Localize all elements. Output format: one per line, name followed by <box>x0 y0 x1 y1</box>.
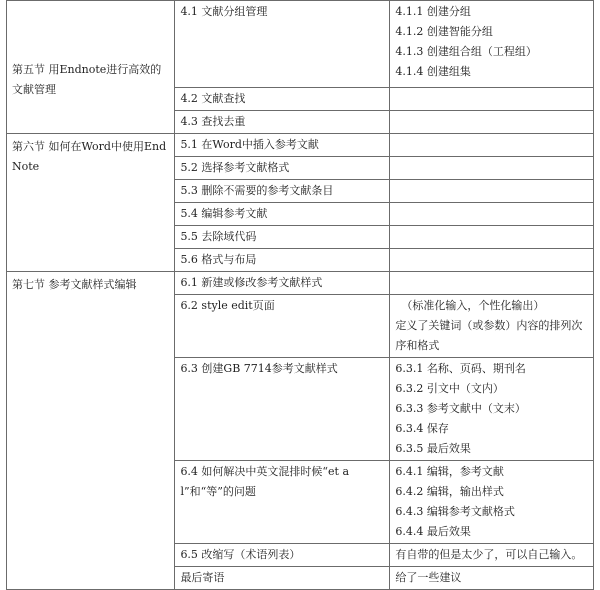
topic-cell <box>175 111 390 134</box>
topic-text: 5.3 删除不需要的参考文献条目 <box>180 184 334 197</box>
detail-cell <box>390 88 594 111</box>
detail-text: 6.3.3 参考文献中（文末） <box>395 402 526 415</box>
detail-cell <box>390 134 594 157</box>
detail-cell <box>390 272 594 295</box>
detail-cell <box>390 157 594 180</box>
outline-table-body <box>7 1 594 590</box>
topic-cell <box>175 1 390 88</box>
detail-cell <box>390 295 594 358</box>
table-row <box>7 134 594 157</box>
detail-text: 4.1.4 创建组集 <box>395 65 471 78</box>
topic-cell <box>175 272 390 295</box>
section-title: 第六节 如何在Word中使用EndNote <box>12 140 167 173</box>
topic-cell <box>175 249 390 272</box>
section-title: 第五节 用Endnote进行高效的文献管理 <box>12 62 162 96</box>
table-row <box>7 1 594 88</box>
topic-text: 5.2 选择参考文献格式 <box>180 161 290 174</box>
detail-cell <box>390 544 594 567</box>
topic-text: 4.1 文献分组管理 <box>180 5 268 18</box>
section-title: 第七节 参考文献样式编辑 <box>12 278 137 291</box>
detail-cell <box>390 249 594 272</box>
section-cell <box>7 134 175 272</box>
topic-cell <box>175 295 390 358</box>
topic-text: 最后寄语 <box>180 571 225 584</box>
detail-text: 4.1.1 创建分组 <box>395 5 471 18</box>
detail-text: 定义了关键词（或参数）内容的排列次序和格式 <box>395 319 583 352</box>
topic-cell <box>175 544 390 567</box>
topic-cell <box>175 203 390 226</box>
topic-cell <box>175 180 390 203</box>
detail-cell <box>390 1 594 88</box>
table-row <box>7 272 594 295</box>
detail-cell <box>390 180 594 203</box>
detail-text: 6.3.2 引文中（文内） <box>395 382 504 395</box>
detail-cell <box>390 358 594 461</box>
topic-cell <box>175 134 390 157</box>
topic-text: 6.4 如何解决中英文混排时候“et al”和“等”的问题 <box>180 465 350 498</box>
section-cell <box>7 1 175 134</box>
detail-text: 6.3.5 最后效果 <box>395 442 471 455</box>
detail-text: 有自带的但是太少了，可以自己输入。 <box>395 548 583 561</box>
detail-cell <box>390 111 594 134</box>
detail-text: 6.4.1 编辑，参考文献 <box>395 465 504 478</box>
topic-text: 6.1 新建或修改参考文献样式 <box>180 276 323 289</box>
detail-text: （标准化输入，个性化输出） <box>401 299 545 312</box>
topic-cell <box>175 88 390 111</box>
detail-text: 6.3.1 名称、页码、期刊名 <box>395 362 526 375</box>
topic-text: 5.1 在Word中插入参考文献 <box>180 138 319 151</box>
topic-text: 6.3 创建GB 7714参考文献样式 <box>180 362 338 375</box>
topic-text: 5.6 格式与布局 <box>180 253 257 266</box>
detail-text: 6.3.4 保存 <box>395 422 449 435</box>
detail-cell <box>390 461 594 544</box>
topic-cell <box>175 358 390 461</box>
detail-text: 给了一些建议 <box>395 571 462 584</box>
topic-text: 5.5 去除域代码 <box>180 230 257 243</box>
outline-table <box>6 0 594 590</box>
detail-text: 6.4.4 最后效果 <box>395 525 471 538</box>
detail-cell <box>390 203 594 226</box>
topic-text: 6.5 改缩写（术语列表） <box>180 548 301 561</box>
detail-text: 6.4.2 编辑，输出样式 <box>395 485 504 498</box>
topic-text: 4.3 查找去重 <box>180 115 246 128</box>
detail-cell <box>390 226 594 249</box>
detail-text: 4.1.2 创建智能分组 <box>395 25 493 38</box>
detail-text: 4.1.3 创建组合组（工程组） <box>395 45 537 58</box>
topic-cell <box>175 226 390 249</box>
topic-cell <box>175 461 390 544</box>
topic-text: 4.2 文献查找 <box>180 92 246 105</box>
detail-text: 6.4.3 编辑参考文献格式 <box>395 505 515 518</box>
topic-text: 6.2 style edit页面 <box>180 299 275 312</box>
topic-cell <box>175 157 390 180</box>
topic-text: 5.4 编辑参考文献 <box>180 207 268 220</box>
section-cell <box>7 272 175 590</box>
